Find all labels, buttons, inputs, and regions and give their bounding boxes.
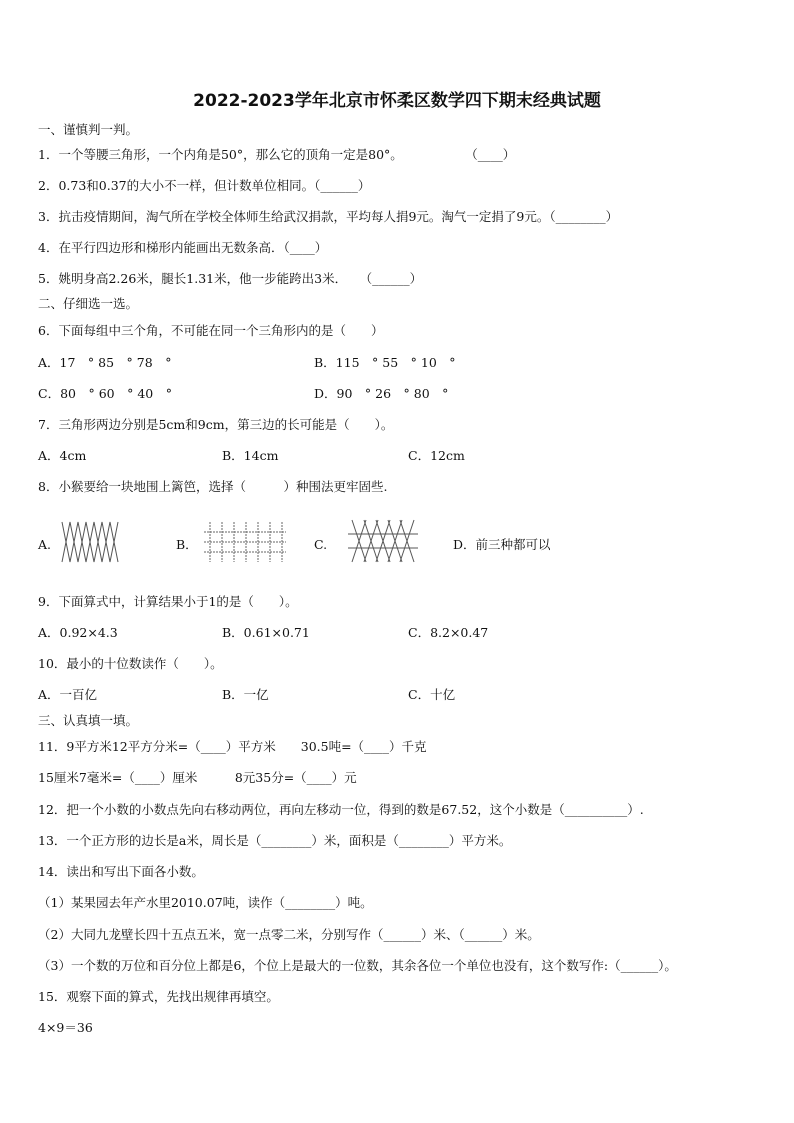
fence-cross-figure: [346, 518, 420, 564]
q7-option-a: A．4cm: [38, 448, 87, 463]
q8-option-b: B．: [176, 537, 198, 552]
question-15: 15．观察下面的算式，先找出规律再填空。: [38, 989, 279, 1004]
q6-option-b: B．115 ° 55 ° 10 °: [314, 355, 456, 370]
question-11-line-1: 11．9平方米12平方分米=（____）平方米 30.5吨=（____）千克: [38, 739, 427, 754]
fence-grid-figure: [202, 520, 288, 564]
q9-option-a: A．0.92×4.3: [38, 625, 118, 640]
question-6: 6．下面每组中三个角，不可能在同一个三角形内的是（ ）: [38, 323, 384, 338]
question-12: 12．把一个小数的小数点先向右移动两位，再向左移动一位，得到的数是67.52，这个小数是（__________）.: [38, 802, 644, 817]
question-10: 10．最小的十位数读作（ ）。: [38, 656, 223, 671]
fence-zigzag-figure: [60, 520, 122, 564]
q10-option-a: A．一百亿: [38, 687, 98, 702]
page-title: 2022-2023学年北京市怀柔区数学四下期末经典试题: [193, 91, 601, 111]
question-15-equation: 4×9＝36: [38, 1020, 93, 1035]
question-14-part-3: （3）一个数的万位和百分位上都是6，个位上是最大的一位数，其余各位一个单位也没有，这个数写作:（______）。: [38, 958, 677, 973]
q9-option-c: C．8.2×0.47: [408, 625, 489, 640]
question-14: 14．读出和写出下面各小数。: [38, 864, 204, 879]
q8-option-c: C.: [314, 537, 328, 552]
question-1: 1．一个等腰三角形，一个内角是50°，那么它的顶角一定是80°。 （____）: [38, 147, 516, 162]
question-8: 8．小猴要给一块地围上篱笆，选择（ ）种围法更牢固些.: [38, 479, 388, 494]
question-14-part-1: （1）某果园去年产水里2010.07吨，读作（________）吨。: [38, 895, 373, 910]
question-13: 13．一个正方形的边长是a米，周长是（________）米，面积是（________）平方米。: [38, 833, 512, 848]
question-7: 7．三角形两边分别是5cm和9cm，第三边的长可能是（ ）。: [38, 417, 394, 432]
section-heading-3: 三、认真填一填。: [38, 713, 139, 728]
q10-option-c: C．十亿: [408, 687, 456, 702]
q10-option-b: B．一亿: [222, 687, 269, 702]
question-11-line-2: 15厘米7毫米=（____）厘米 8元35分=（____）元: [38, 770, 357, 785]
q8-option-d: D．前三种都可以: [453, 537, 551, 552]
q7-option-c: C．12cm: [408, 448, 465, 463]
q6-option-a: A．17 ° 85 ° 78 °: [38, 355, 172, 370]
q8-option-a: A.: [38, 537, 52, 552]
section-heading-2: 二、仔细选一选。: [38, 296, 139, 311]
q6-option-d: D．90 ° 26 ° 80 °: [314, 386, 449, 401]
question-9: 9．下面算式中，计算结果小于1的是（ ）。: [38, 594, 298, 609]
section-heading-1: 一、谨慎判一判。: [38, 122, 139, 137]
q7-option-b: B．14cm: [222, 448, 279, 463]
question-4: 4．在平行四边形和梯形内能画出无数条高．（____）: [38, 240, 328, 255]
question-3: 3．抗击疫情期间，淘气所在学校全体师生给武汉捐款，平均每人捐9元。淘气一定捐了9元。（________）: [38, 209, 619, 224]
q6-option-c: C．80 ° 60 ° 40 °: [38, 386, 172, 401]
question-2: 2．0.73和0.37的大小不一样，但计数单位相同。（______）: [38, 178, 371, 193]
question-5: 5．姚明身高2.26米，腿长1.31米，他一步能跨出3米． （______）: [38, 271, 423, 286]
q9-option-b: B．0.61×0.71: [222, 625, 310, 640]
question-14-part-2: （2）大同九龙壁长四十五点五米，宽一点零二米，分别写作（______）米、（______）米。: [38, 927, 540, 942]
